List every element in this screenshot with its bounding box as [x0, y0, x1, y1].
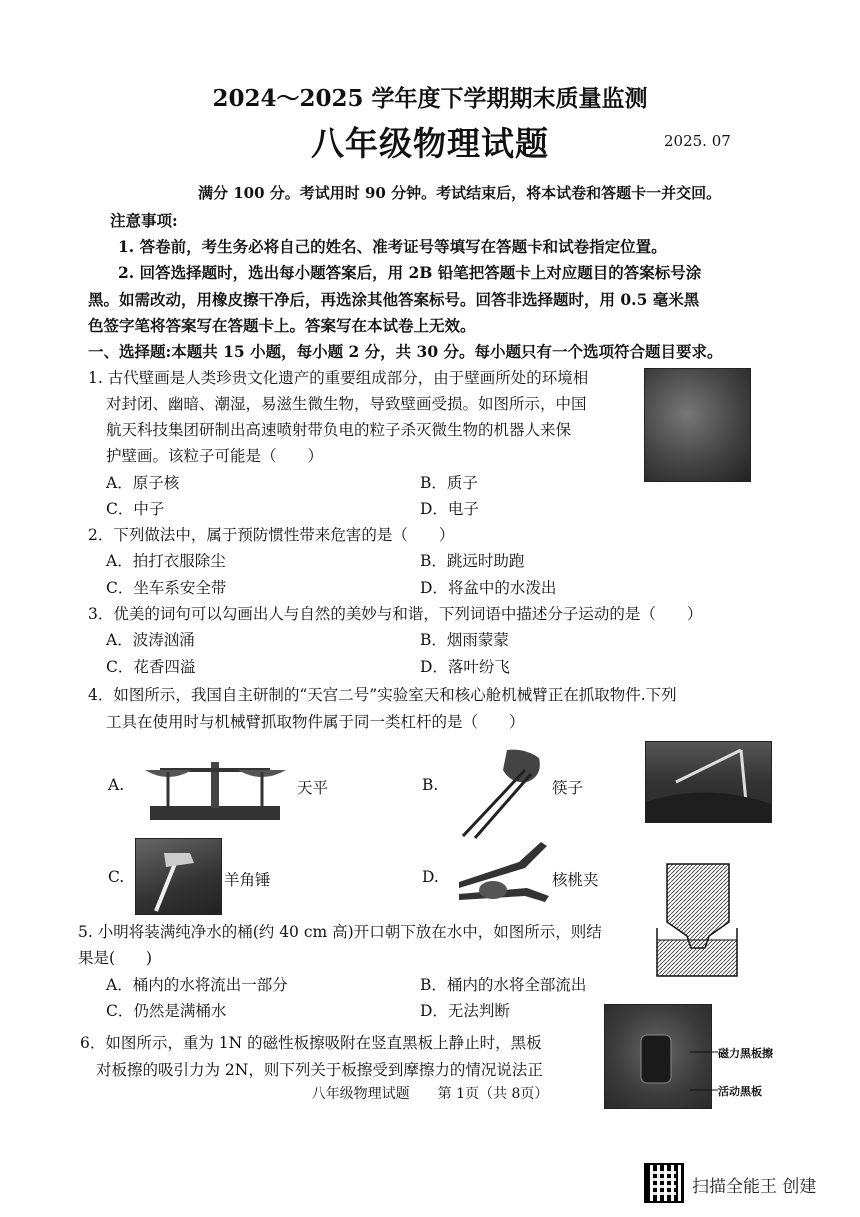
exam-term: 2024～2025 学年度下学期期末质量监测 — [212, 85, 648, 112]
chopsticks-icon — [455, 740, 550, 840]
robotic-arm-icon — [646, 742, 771, 822]
q1-option-c: C．中子 — [106, 500, 165, 518]
claw-hammer-photo — [135, 838, 222, 915]
exam-date: 2025. 07 — [664, 132, 731, 150]
q3-option-c: C．花香四溢 — [106, 658, 196, 676]
q4-line-1: 4．如图所示，我国自主研制的“天宫二号”实验室天和核心舱机械臂正在抓取物件.下列 — [88, 686, 677, 704]
inverted-bucket-diagram — [655, 858, 740, 978]
q5-option-c: C．仍然是满桶水 — [106, 1002, 227, 1020]
nutcracker-icon — [455, 838, 550, 913]
q4-option-d-letter: D. — [422, 868, 439, 886]
q3-line-1: 3．优美的词句可以勾画出人与自然的美妙与和谐，下列词语中描述分子运动的是（ ） — [88, 605, 703, 623]
q4-option-a-letter: A. — [108, 776, 125, 794]
exam-title: 八年级物理试题 — [311, 124, 549, 163]
qr-code-icon — [644, 1163, 684, 1203]
q4-option-a-label: 天平 — [297, 779, 329, 797]
q3-option-b: B．烟雨蒙蒙 — [420, 631, 509, 649]
q5-option-b: B．桶内的水将全部流出 — [420, 976, 587, 994]
notice-2-line-1: 2. 回答选择题时，选出每小题答案后，用 2B 铅笔把答题卡上对应题目的答案标号涂 — [118, 263, 702, 282]
q2-option-a: A．拍打衣服除尘 — [106, 552, 226, 570]
q4-line-2: 工具在使用时与机械臂抓取物件属于同一类杠杆的是（ ） — [106, 713, 525, 731]
q3-option-d: D．落叶纷飞 — [420, 658, 510, 676]
q1-line-1: 1. 古代壁画是人类珍贵文化遗产的重要组成部分，由于壁画所处的环境相 — [88, 369, 589, 387]
q3-option-a: A．波涛汹涌 — [106, 631, 195, 649]
q2-option-c: C．坐车系安全带 — [106, 579, 227, 597]
q5-option-a: A．桶内的水将流出一部分 — [106, 976, 288, 994]
section-1-heading: 一、选择题:本题共 15 小题，每小题 2 分，共 30 分。每小题只有一个选项符合题目要求。 — [88, 342, 723, 361]
q4-option-b-label: 筷子 — [552, 779, 584, 797]
q1-option-a: A．原子核 — [106, 474, 180, 492]
robotic-arm-photo — [645, 741, 772, 823]
notice-2-line-3: 色签字笔将答案写在答题卡上。答案写在本试卷上无效。 — [88, 316, 476, 335]
notice-1: 1. 答卷前，考生务必将自己的姓名、准考证号等填写在答题卡和试卷指定位置。 — [118, 237, 667, 256]
notice-2-line-2: 黑。如需改动，用橡皮擦干净后，再选涂其他答案标号。回答非选择题时，用 0.5 毫米黑 — [88, 290, 700, 309]
q1-option-b: B．质子 — [420, 474, 478, 492]
q1-line-3: 航天科技集团研制出高速喷射带负电的粒子杀灭微生物的机器人来保 — [106, 421, 572, 439]
claw-hammer-icon — [136, 839, 221, 914]
page-footer: 八年级物理试题 第 1页（共 8页） — [311, 1086, 549, 1102]
q2-option-b: B．跳远时助跑 — [420, 552, 525, 570]
mural-photo — [644, 368, 751, 482]
balance-scale-icon — [140, 748, 290, 823]
notice-title: 注意事项: — [110, 211, 178, 230]
label-moving-board: 活动黑板 — [718, 1085, 762, 1098]
q2-line-1: 2．下列做法中，属于预防惯性带来危害的是（ ） — [88, 526, 455, 544]
exam-info: 满分 100 分。考试用时 90 分钟。考试结束后，将本试卷和答题卡一并交回。 — [198, 184, 722, 202]
q5-line-2: 果是( ) — [78, 949, 153, 967]
q6-line-1: 6．如图所示，重为 1N 的磁性板擦吸附在竖直黑板上静止时，黑板 — [80, 1034, 542, 1052]
q4-option-c-letter: C. — [108, 868, 125, 886]
q1-line-4: 护壁画。该粒子可能是（ ） — [106, 447, 324, 465]
scanner-watermark: 扫描全能王 创建 — [692, 1177, 817, 1197]
q2-option-d: D．将盆中的水泼出 — [420, 579, 557, 597]
q4-option-c-label: 羊角锤 — [224, 871, 271, 889]
q1-line-2: 对封闭、幽暗、潮湿，易滋生微生物，导致壁画受损。如图所示，中国 — [106, 395, 587, 413]
q5-option-d: D．无法判断 — [420, 1002, 510, 1020]
q5-line-1: 5. 小明将装满纯净水的桶(约 40 cm 高)开口朝下放在水中，如图所示，则结 — [78, 923, 602, 941]
q6-line-2: 对板擦的吸引力为 2N，则下列关于板擦受到摩擦力的情况说法正 — [96, 1061, 543, 1079]
q4-option-b-letter: B. — [422, 776, 439, 794]
q1-option-d: D．电子 — [420, 500, 479, 518]
q4-option-d-label: 核桃夹 — [552, 871, 599, 889]
label-magnetic-eraser: 磁力黑板擦 — [718, 1047, 773, 1060]
